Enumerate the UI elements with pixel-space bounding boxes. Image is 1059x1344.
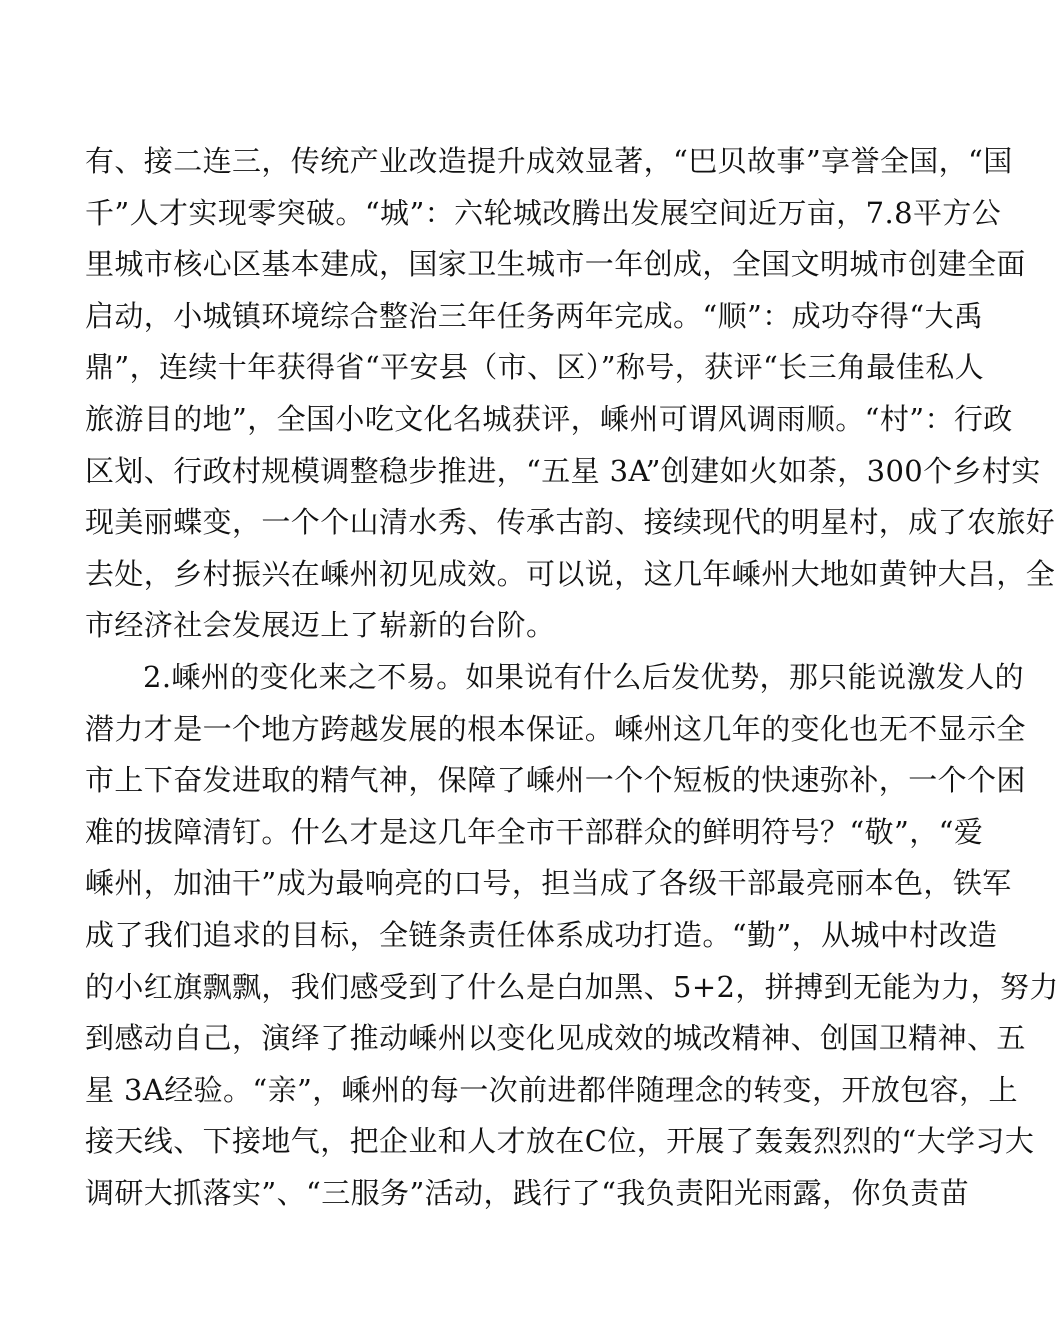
paragraph-line: 市经济社会发展迈上了崭新的台阶。 [85, 608, 556, 643]
paragraph-line: 的小红旗飘飘，我们感受到了什么是白加黑、5+2，拼搏到无能为力，努力 [85, 969, 1059, 1004]
paragraph-line: 2.嵊州的变化来之不易。如果说有什么后发优势，那只能说激发人的 [143, 659, 1025, 694]
paragraph-line: 嵊州，加油干”成为最响亮的口号，担当成了各级干部最亮丽本色，铁军 [85, 866, 1012, 901]
paragraph-line: 千”人才实现零突破。“城”：六轮城改腾出发展空间近万亩，7.8平方公 [85, 195, 1002, 230]
paragraph-line: 难的拔障清钉。什么才是这几年全市干部群众的鲜明符号？“敬”，“爱 [85, 814, 984, 849]
paragraph-line: 成了我们追求的目标，全链条责任体系成功打造。“勤”，从城中村改造 [85, 917, 998, 952]
paragraph-line: 到感动自己，演绎了推动嵊州以变化见成效的城改精神、创国卫精神、五 [85, 1021, 1026, 1056]
paragraph-line: 市上下奋发进取的精气神，保障了嵊州一个个短板的快速弥补，一个个困 [85, 763, 1026, 798]
paragraph-line: 现美丽蝶变，一个个山清水秀、传承古韵、接续现代的明星村，成了农旅好 [85, 505, 1056, 540]
paragraph-line: 鼎”，连续十年获得省“平安县（市、区）”称号，获评“长三角最佳私人 [85, 350, 985, 385]
paragraph-line: 调研大抓落实”、“三服务”活动，践行了“我负责阳光雨露，你负责苗 [85, 1175, 970, 1210]
paragraph-line: 接天线、下接地气，把企业和人才放在C位，开展了轰轰烈烈的“大学习大 [85, 1124, 1035, 1159]
paragraph-line: 潜力才是一个地方跨越发展的根本保证。嵊州这几年的变化也无不显示全 [85, 711, 1026, 746]
paragraph-line: 启动，小城镇环境综合整治三年任务两年完成。“顺”：成功夺得“大禹 [85, 298, 984, 333]
paragraph-line: 星 3A经验。“亲”，嵊州的每一次前进都伴随理念的转变，开放包容，上 [85, 1072, 1018, 1107]
paragraph-line: 去处，乡村振兴在嵊州初见成效。可以说，这几年嵊州大地如黄钟大吕，全 [85, 556, 1056, 591]
paragraph-line: 区划、行政村规模调整稳步推进，“五星 3A”创建如火如荼，300个乡村实 [85, 453, 1041, 488]
paragraph-line: 旅游目的地”，全国小吃文化名城获评，嵊州可谓风调雨顺。“村”：行政 [85, 401, 1013, 436]
paragraph-line: 有、接二连三，传统产业改造提升成效显著，“巴贝故事”享誉全国，“国 [85, 144, 1013, 178]
paragraph-line: 里城市核心区基本建成，国家卫生城市一年创成，全国文明城市创建全面 [85, 247, 1026, 282]
paragraph-1 [85, 136, 1056, 652]
document-body [85, 136, 1059, 1219]
paragraph-2 [85, 652, 1059, 1220]
